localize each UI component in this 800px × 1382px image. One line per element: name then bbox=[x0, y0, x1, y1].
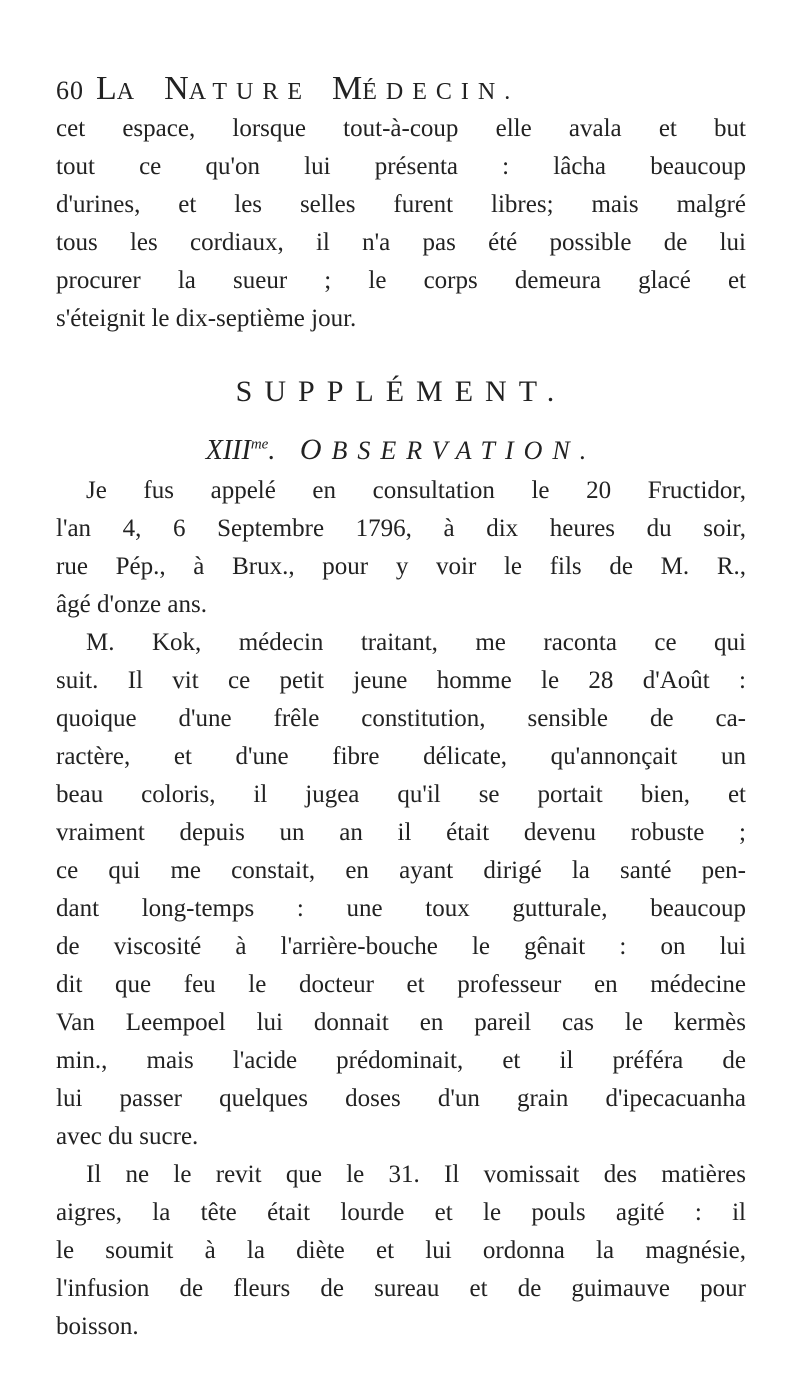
text-line: lui passer quelques doses d'un grain d'ipecacuanha bbox=[56, 1085, 746, 1112]
text-line: tout ce qu'on lui présenta : lâcha beaucoup bbox=[56, 153, 746, 180]
text-line: cet espace, lorsque tout-à-coup elle avala et but bbox=[56, 115, 746, 142]
running-head bbox=[56, 70, 746, 110]
running-title-word: MÉDECIN. bbox=[332, 70, 520, 107]
text-line: Il ne le revit que le 31. Il vomissait des matières bbox=[86, 1161, 746, 1188]
text-line: vraiment depuis un an il était devenu robuste ; bbox=[56, 819, 746, 846]
text-line: Van Leempoel lui donnait en pareil cas le kermès bbox=[56, 1009, 746, 1036]
observation-number: $XIII^{me}$. bbox=[205, 435, 276, 467]
text-line: suit. Il vit ce petit jeune homme le 28 d'Août : bbox=[56, 667, 746, 694]
text-line: boisson. bbox=[56, 1313, 139, 1340]
text-line: l'infusion de fleurs de sureau et de guimauve pour bbox=[56, 1275, 746, 1302]
text-line: d'urines, et les selles furent libres; mais malgré bbox=[56, 191, 746, 218]
text-line: procurer la sueur ; le corps demeura glacé et bbox=[56, 267, 746, 294]
text-line: Je fus appelé en consultation le 20 Fructidor, bbox=[86, 477, 746, 504]
running-title-word: LA bbox=[96, 70, 144, 107]
paragraph-consultation bbox=[56, 472, 746, 624]
text-line: s'éteignit le dix-septième jour. bbox=[56, 305, 357, 332]
text-line: beau coloris, il jugea qu'il se portait bien, et bbox=[56, 781, 746, 808]
text-line: aigres, la tête était lourde et le pouls agité : il bbox=[56, 1199, 746, 1226]
text-line: ractère, et d'une fibre délicate, qu'annonçait un bbox=[56, 743, 746, 770]
observation-title bbox=[56, 422, 746, 468]
text-line: min., mais l'acide prédominait, et il préféra de bbox=[56, 1047, 746, 1074]
paragraph-history bbox=[56, 624, 746, 1156]
text-line: dant long-temps : une toux gutturale, beaucoup bbox=[56, 895, 746, 922]
page-content bbox=[56, 70, 746, 1346]
running-title bbox=[96, 70, 533, 108]
text-line: tous les cordiaux, il n'a pas été possible de lui bbox=[56, 229, 746, 256]
page-number: 60 bbox=[56, 76, 84, 105]
paragraph-continuation bbox=[56, 110, 746, 338]
running-title-word: NATURE bbox=[164, 70, 312, 107]
text-line: M. Kok, médecin traitant, me raconta ce qui bbox=[86, 629, 746, 656]
text-line: âgé d'onze ans. bbox=[56, 591, 207, 618]
text-line: avec du sucre. bbox=[56, 1123, 199, 1150]
text-line: rue Pép., à Brux., pour y voir le fils de M. R., bbox=[56, 553, 746, 580]
text-line: quoique d'une frêle constitution, sensible de ca- bbox=[56, 705, 746, 732]
observation-word: OBSERVATION. bbox=[299, 433, 597, 467]
text-line: de viscosité à l'arrière-bouche le gênait : on lui bbox=[56, 933, 746, 960]
text-line: dit que feu le docteur et professeur en médecine bbox=[56, 971, 746, 998]
text-line: le soumit à la diète et lui ordonna la magnésie, bbox=[56, 1237, 746, 1264]
paragraph-followup bbox=[56, 1156, 746, 1346]
text-line: l'an 4, 6 Septembre 1796, à dix heures du soir, bbox=[56, 515, 746, 542]
text-line: ce qui me constait, en ayant dirigé la santé pen- bbox=[56, 857, 746, 884]
section-title: SUPPLÉMENT. bbox=[235, 375, 567, 408]
